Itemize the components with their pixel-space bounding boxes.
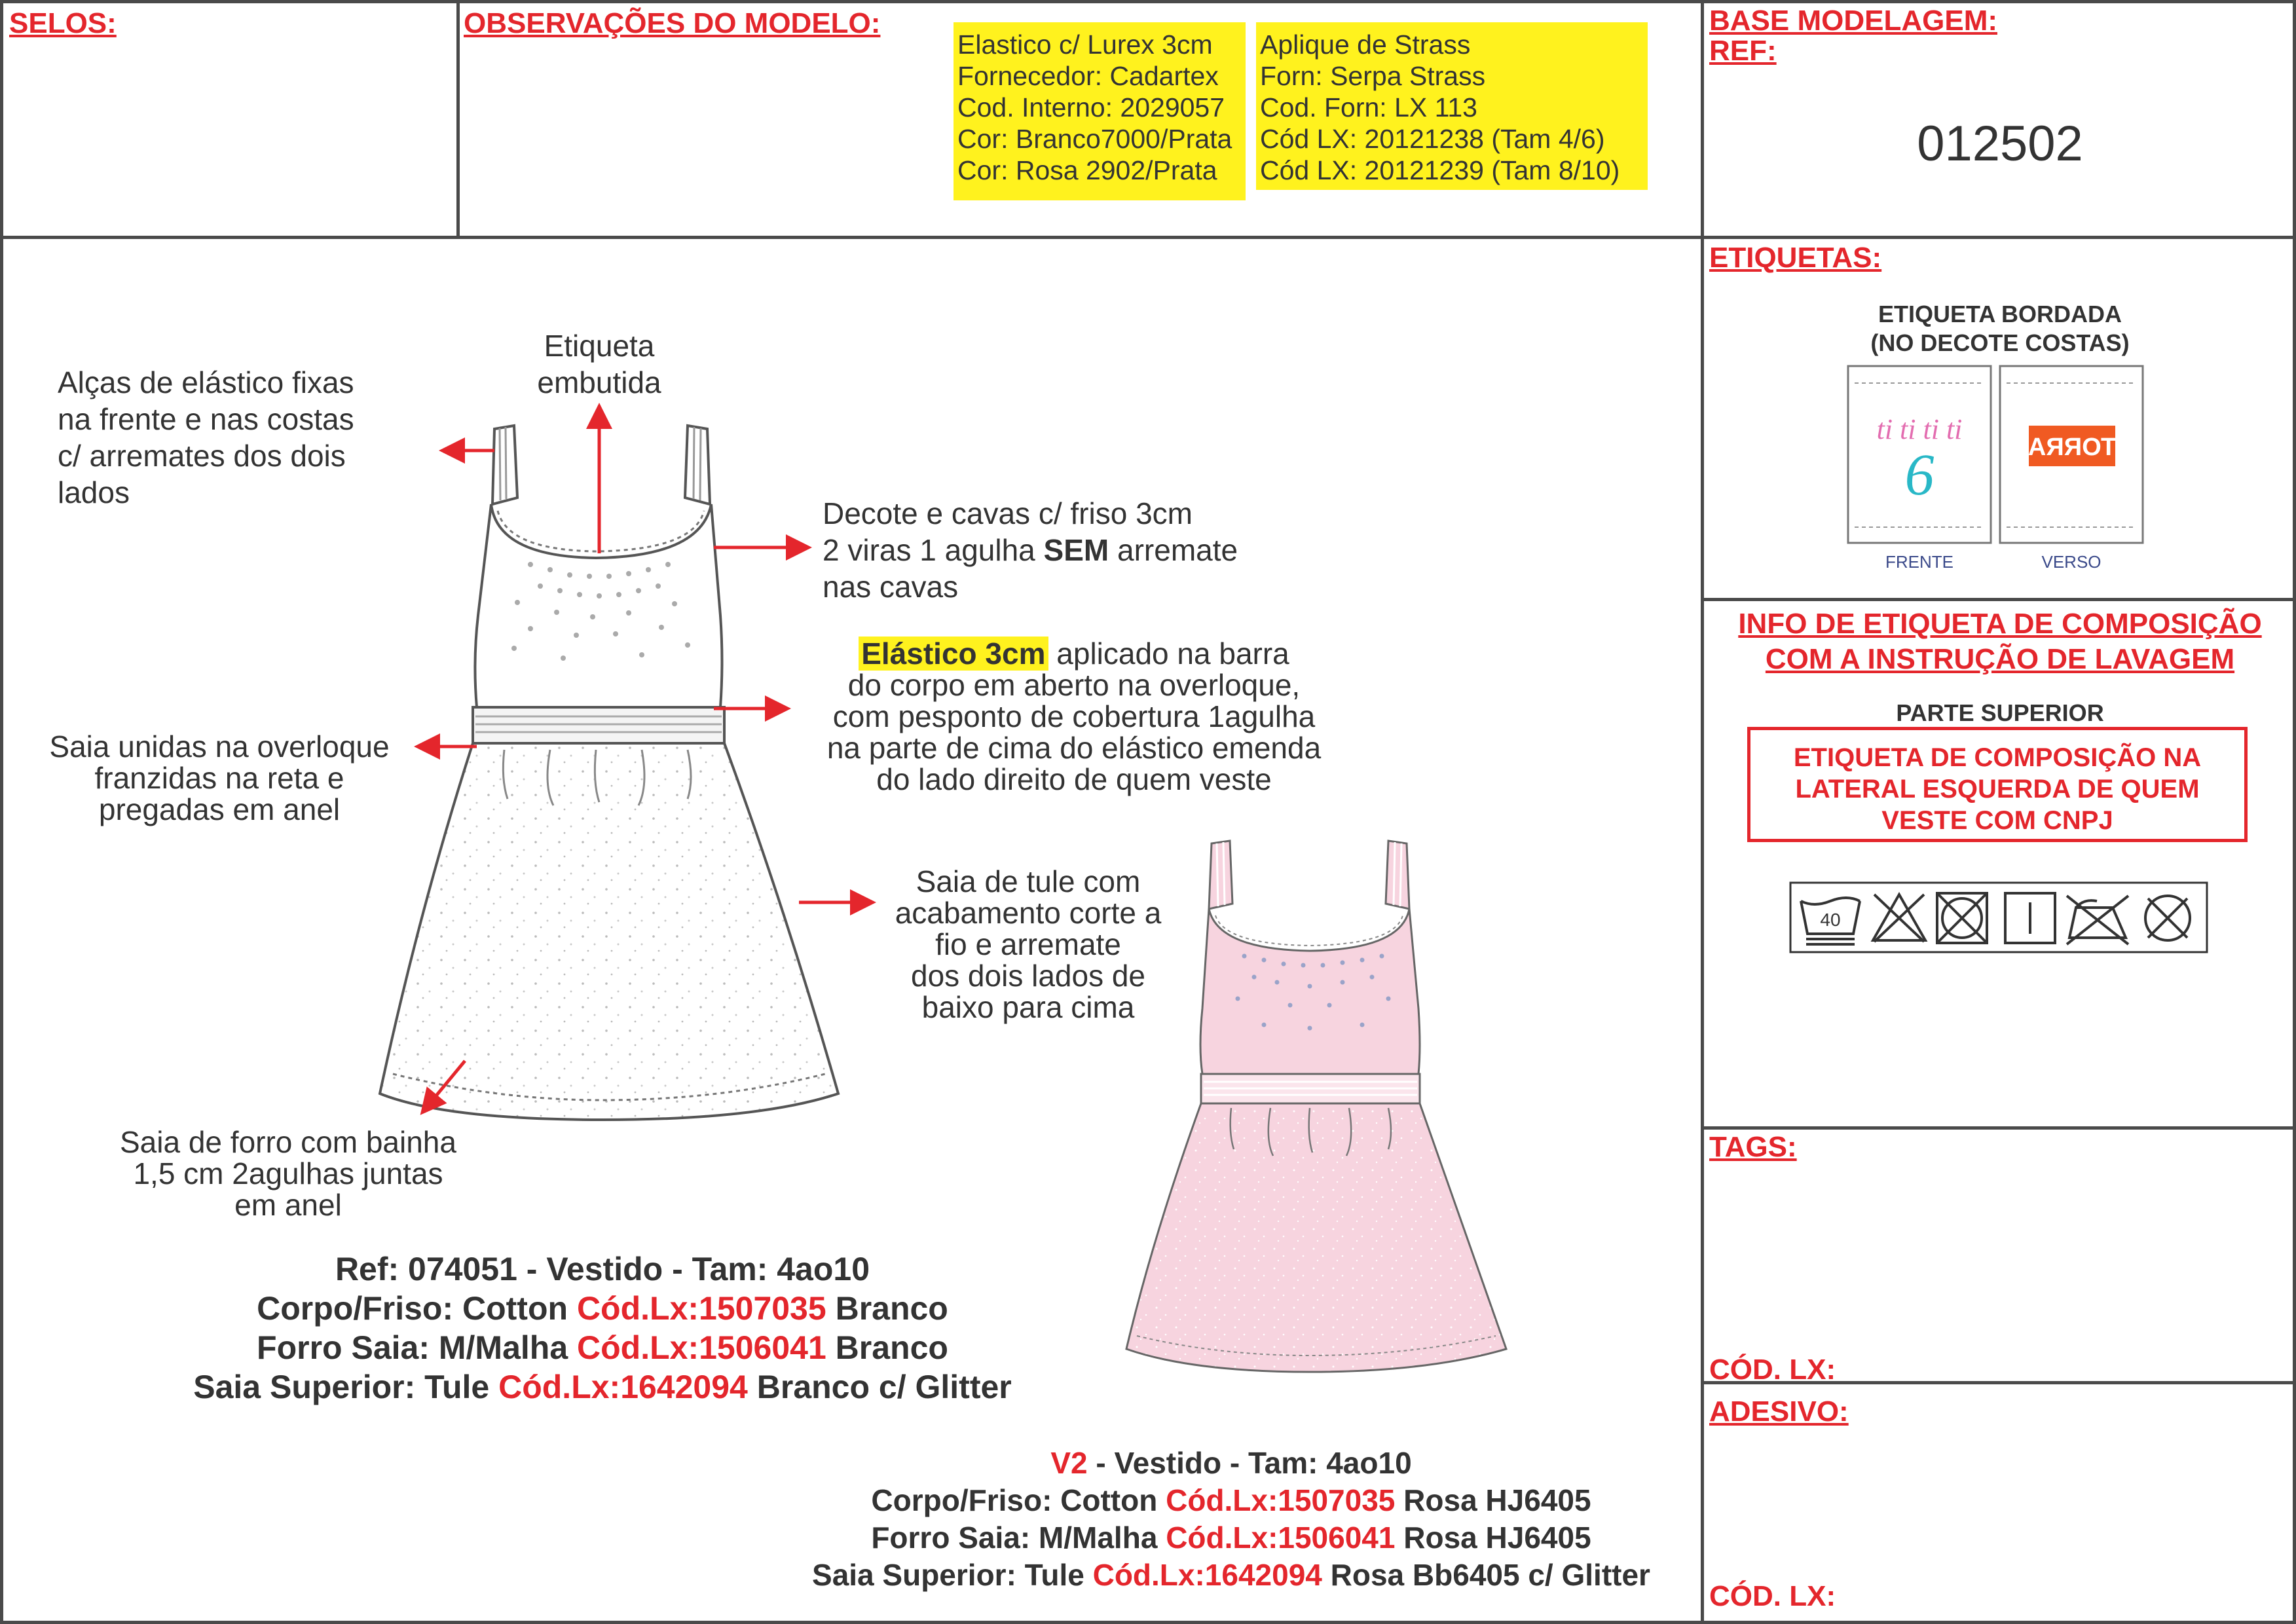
tags-title: TAGS: xyxy=(1709,1131,1797,1163)
tags-cod-lx: CÓD. LX: xyxy=(1709,1354,1836,1386)
annotation-saia-tule: Saia de tule com acabamento corte a fio e arremate dos dois lados de baixo para cima xyxy=(895,864,1162,1024)
embroidered-label-title: ETIQUETA BORDADA (NO DECOTE COSTAS) xyxy=(1870,301,2130,356)
adesivo-title: ADESIVO: xyxy=(1709,1395,1849,1428)
annotation-etiqueta-embutida: Etiqueta embutida xyxy=(537,329,661,399)
spec-block-v2: V2 - Vestido - Tam: 4ao10 Corpo/Friso: Cotton Cód.Lx:1507035 Rosa HJ6405 Forro Saia: M/Malha Cód.Lx:1506041 Rosa HJ6405 Saia Superior: Tule Cód.Lx:1642094 Rosa Bb6405 c/ Glitter xyxy=(812,1446,1650,1592)
ref-value: 012502 xyxy=(1917,116,2083,172)
spec-block-v1: Ref: 074051 - Vestido - Tam: 4ao10 Corpo/Friso: Cotton Cód.Lx:1507035 Branco Forro Saia: M/Malha Cód.Lx:1506041 Branco Saia Superior: Tule Cód.Lx:1642094 Branco c/ Glitter xyxy=(193,1251,1012,1405)
selos-title: SELOS: xyxy=(9,7,117,39)
svg-text:ti ti ti ti: ti ti ti ti xyxy=(1876,413,1963,445)
divider-composicao xyxy=(1701,598,2296,601)
annotation-alcas: Alças de elástico fixas na frente e nas costas c/ arremates dos dois lados xyxy=(58,365,354,509)
composicao-title: INFO DE ETIQUETA DE COMPOSIÇÃO COM A INSTRUÇÃO DE LAVAGEM xyxy=(1738,608,2262,675)
ref-label: REF: xyxy=(1709,35,1777,67)
annotation-saia-forro: Saia de forro com bainha 1,5 cm 2agulhas juntas em anel xyxy=(120,1125,456,1222)
adesivo-cod-lx: CÓD. LX: xyxy=(1709,1580,1836,1612)
wash-care-symbols xyxy=(1789,881,2208,953)
svg-text:6: 6 xyxy=(1904,443,1935,507)
base-modelagem-title: BASE MODELAGEM: xyxy=(1709,5,1997,37)
svg-text:FRENTE: FRENTE xyxy=(1885,552,1953,572)
etiquetas-title: ETIQUETAS: xyxy=(1709,242,1882,274)
svg-text:VERSO: VERSO xyxy=(2041,552,2102,572)
divider-etiquetas xyxy=(1701,236,2296,239)
annotation-elastico: Elástico 3cm aplicado na barra do corpo em aberto na overloque, com pesponto de cobertura 1agulha na parte de cima do elástico emenda do lado direito de quem veste xyxy=(826,637,1322,796)
embroidered-label-illustration xyxy=(1845,363,2147,573)
svg-text:TORRA: TORRA xyxy=(2028,434,2117,461)
annotation-decote: Decote e cavas c/ friso 3cm 2 viras 1 agulha SEM arremate nas cavas xyxy=(823,496,1238,604)
divider-tags xyxy=(1701,1126,2296,1130)
elastic-spec-box: Elastico c/ Lurex 3cm Fornecedor: Cadartex Cod. Interno: 2029057 Cor: Branco7000/Prata Cor: Rosa 2902/Prata xyxy=(954,22,1246,200)
observacoes-title: OBSERVAÇÕES DO MODELO: xyxy=(464,7,881,39)
parte-superior-label: PARTE SUPERIOR xyxy=(1896,699,2104,726)
annotation-saia-unidas: Saia unidas na overloque franzidas na reta e pregadas em anel xyxy=(49,729,390,826)
svg-text:40: 40 xyxy=(1820,910,1841,930)
composition-label-box: ETIQUETA DE COMPOSIÇÃO NA LATERAL ESQUERDA DE QUEM VESTE COM CNPJ xyxy=(1747,727,2248,842)
strass-spec-box: Aplique de Strass Forn: Serpa Strass Cod. Forn: LX 113 Cód LX: 20121238 (Tam 4/6) Cód LX: 20121239 (Tam 8/10) xyxy=(1256,22,1648,190)
